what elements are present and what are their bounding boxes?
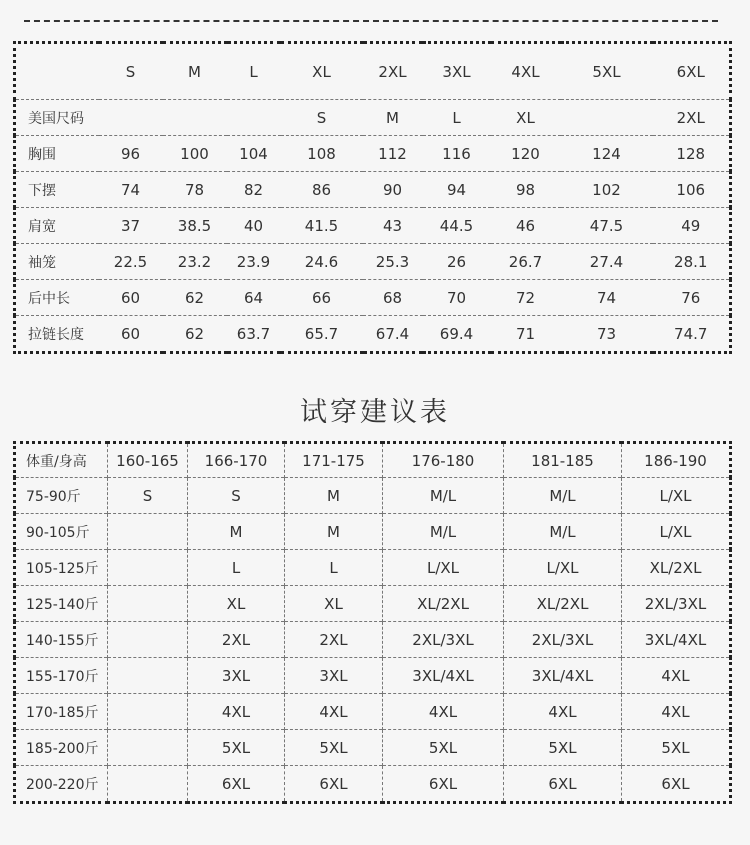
fit-cell: 3XL xyxy=(285,658,383,694)
fit-cell: 6XL xyxy=(504,766,622,803)
fit-cell xyxy=(108,766,188,803)
fit-cell: 5XL xyxy=(383,730,504,766)
size-row xyxy=(15,316,731,353)
fit-cell: XL/2XL xyxy=(504,586,622,622)
size-row-label: 美国尺码 xyxy=(15,100,99,136)
fit-weight-label: 75-90斤 xyxy=(15,478,108,514)
size-row xyxy=(15,280,731,316)
size-cell: 60 xyxy=(99,280,163,316)
size-cell: 90 xyxy=(363,172,423,208)
size-column-header: 4XL xyxy=(511,62,540,81)
fit-height-header: 160-165 xyxy=(108,443,188,478)
fit-cell: 4XL xyxy=(383,694,504,730)
fit-cell: 6XL xyxy=(285,766,383,803)
fit-cell: XL/2XL xyxy=(383,586,504,622)
fit-height-header: 181-185 xyxy=(504,443,622,478)
fit-cell: 3XL/4XL xyxy=(504,658,622,694)
fit-weight-label: 185-200斤 xyxy=(15,730,108,766)
fit-cell: 6XL xyxy=(188,766,285,803)
size-column-header: 5XL xyxy=(592,62,621,81)
fit-row xyxy=(15,622,731,658)
size-row-label: 拉链长度 xyxy=(15,316,99,353)
size-cell: 26 xyxy=(423,244,491,280)
size-row-label: 后中长 xyxy=(15,280,99,316)
size-cell: 65.7 xyxy=(281,316,363,353)
size-cell: 67.4 xyxy=(363,316,423,353)
size-row xyxy=(15,136,731,172)
size-cell: 23.9 xyxy=(227,244,281,280)
fit-cell: M/L xyxy=(383,478,504,514)
size-cell: 60 xyxy=(99,316,163,353)
size-column-header: S xyxy=(125,62,136,81)
size-cell: 62 xyxy=(163,280,227,316)
size-row xyxy=(15,172,731,208)
size-cell xyxy=(163,100,227,136)
fit-row xyxy=(15,478,731,514)
fit-suggestion-table xyxy=(13,441,732,804)
size-cell: 96 xyxy=(99,136,163,172)
size-header-blank xyxy=(15,43,99,100)
fit-cell xyxy=(108,694,188,730)
fit-cell: S xyxy=(188,478,285,514)
size-cell: 23.2 xyxy=(163,244,227,280)
size-cell: 24.6 xyxy=(281,244,363,280)
fit-cell: 5XL xyxy=(504,730,622,766)
size-cell: 72 xyxy=(491,280,561,316)
size-cell: 120 xyxy=(491,136,561,172)
fit-height-header: 166-170 xyxy=(188,443,285,478)
fit-cell: 3XL/4XL xyxy=(383,658,504,694)
fit-cell: 2XL/3XL xyxy=(383,622,504,658)
size-row-label: 胸围 xyxy=(15,136,99,172)
size-cell: 74 xyxy=(561,280,653,316)
size-cell: 104 xyxy=(227,136,281,172)
size-cell: 2XL xyxy=(653,100,731,136)
size-cell: 69.4 xyxy=(423,316,491,353)
size-column-header: L xyxy=(249,62,258,81)
size-cell: XL xyxy=(491,100,561,136)
size-cell: 116 xyxy=(423,136,491,172)
fit-cell: 2XL/3XL xyxy=(622,586,731,622)
fit-cell: 2XL xyxy=(285,622,383,658)
size-cell: 40 xyxy=(227,208,281,244)
fit-cell xyxy=(108,514,188,550)
size-cell: 43 xyxy=(363,208,423,244)
fit-cell xyxy=(108,622,188,658)
size-header-row xyxy=(15,43,731,100)
size-cell: 106 xyxy=(653,172,731,208)
size-row-label: 肩宽 xyxy=(15,208,99,244)
fit-cell: 2XL xyxy=(188,622,285,658)
fit-height-header: 171-175 xyxy=(285,443,383,478)
size-column-header: 2XL xyxy=(378,62,407,81)
size-cell: 47.5 xyxy=(561,208,653,244)
fit-cell: M xyxy=(285,514,383,550)
fit-cell: M/L xyxy=(504,514,622,550)
fit-cell: M xyxy=(285,478,383,514)
fit-row xyxy=(15,730,731,766)
fit-cell: 5XL xyxy=(622,730,731,766)
fit-suggestion-title: 试穿建议表 xyxy=(300,397,450,428)
size-row xyxy=(15,208,731,244)
size-cell: 70 xyxy=(423,280,491,316)
fit-weight-label: 170-185斤 xyxy=(15,694,108,730)
fit-cell: L xyxy=(188,550,285,586)
size-cell xyxy=(561,100,653,136)
size-cell: 124 xyxy=(561,136,653,172)
fit-height-header: 186-190 xyxy=(622,443,731,478)
fit-cell: XL xyxy=(285,586,383,622)
fit-cell: 4XL xyxy=(285,694,383,730)
size-cell: 98 xyxy=(491,172,561,208)
size-row-label: 下摆 xyxy=(15,172,99,208)
fit-cell: L/XL xyxy=(622,514,731,550)
size-cell: 94 xyxy=(423,172,491,208)
size-chart-table xyxy=(13,41,732,354)
fit-cell xyxy=(108,658,188,694)
fit-header-row xyxy=(15,443,731,478)
size-cell: 62 xyxy=(163,316,227,353)
size-cell: 102 xyxy=(561,172,653,208)
size-row-label: 袖笼 xyxy=(15,244,99,280)
fit-cell: 6XL xyxy=(383,766,504,803)
fit-height-header: 176-180 xyxy=(383,443,504,478)
size-cell: L xyxy=(423,100,491,136)
size-row xyxy=(15,244,731,280)
size-cell: 128 xyxy=(653,136,731,172)
size-cell: 37 xyxy=(99,208,163,244)
size-column-header: 6XL xyxy=(676,62,705,81)
size-cell: 25.3 xyxy=(363,244,423,280)
size-cell: 63.7 xyxy=(227,316,281,353)
size-cell: 27.4 xyxy=(561,244,653,280)
fit-weight-label: 155-170斤 xyxy=(15,658,108,694)
fit-row xyxy=(15,586,731,622)
fit-weight-label: 105-125斤 xyxy=(15,550,108,586)
size-cell: 82 xyxy=(227,172,281,208)
fit-cell: 2XL/3XL xyxy=(504,622,622,658)
size-cell: 64 xyxy=(227,280,281,316)
size-cell: 66 xyxy=(281,280,363,316)
size-cell: 74 xyxy=(99,172,163,208)
fit-cell: 6XL xyxy=(622,766,731,803)
fit-cell: L xyxy=(285,550,383,586)
fit-row xyxy=(15,766,731,803)
size-cell: 38.5 xyxy=(163,208,227,244)
size-column-header: XL xyxy=(312,62,331,81)
fit-cell: M/L xyxy=(504,478,622,514)
fit-cell: 3XL xyxy=(188,658,285,694)
fit-cell: M/L xyxy=(383,514,504,550)
size-cell: 26.7 xyxy=(491,244,561,280)
fit-cell xyxy=(108,586,188,622)
size-cell: 74.7 xyxy=(653,316,731,353)
fit-weight-label: 125-140斤 xyxy=(15,586,108,622)
size-cell: 71 xyxy=(491,316,561,353)
fit-weight-label: 90-105斤 xyxy=(15,514,108,550)
fit-corner-label: 体重/身高 xyxy=(26,453,87,470)
size-cell: 100 xyxy=(163,136,227,172)
fit-row xyxy=(15,694,731,730)
fit-cell: L/XL xyxy=(383,550,504,586)
fit-cell: S xyxy=(108,478,188,514)
size-cell: 22.5 xyxy=(99,244,163,280)
size-cell: 44.5 xyxy=(423,208,491,244)
fit-row xyxy=(15,550,731,586)
fit-row xyxy=(15,514,731,550)
fit-cell: L/XL xyxy=(504,550,622,586)
size-cell: 108 xyxy=(281,136,363,172)
size-cell: 46 xyxy=(491,208,561,244)
size-row xyxy=(15,100,731,136)
size-cell xyxy=(227,100,281,136)
size-cell: 28.1 xyxy=(653,244,731,280)
size-cell: S xyxy=(281,100,363,136)
fit-cell: M xyxy=(188,514,285,550)
fit-cell: XL/2XL xyxy=(622,550,731,586)
top-dashed-divider xyxy=(24,20,718,22)
size-cell: 78 xyxy=(163,172,227,208)
size-cell: 68 xyxy=(363,280,423,316)
size-cell: 41.5 xyxy=(281,208,363,244)
size-cell: 86 xyxy=(281,172,363,208)
size-column-header: M xyxy=(188,62,201,81)
fit-cell: L/XL xyxy=(622,478,731,514)
fit-cell: XL xyxy=(188,586,285,622)
fit-cell: 4XL xyxy=(188,694,285,730)
fit-cell xyxy=(108,730,188,766)
fit-cell xyxy=(108,550,188,586)
fit-weight-label: 200-220斤 xyxy=(15,766,108,803)
size-column-header: 3XL xyxy=(442,62,471,81)
fit-cell: 4XL xyxy=(622,694,731,730)
size-cell: 49 xyxy=(653,208,731,244)
fit-cell: 4XL xyxy=(622,658,731,694)
size-cell xyxy=(99,100,163,136)
size-cell: 73 xyxy=(561,316,653,353)
fit-cell: 4XL xyxy=(504,694,622,730)
fit-row xyxy=(15,658,731,694)
fit-cell: 5XL xyxy=(285,730,383,766)
fit-weight-label: 140-155斤 xyxy=(15,622,108,658)
size-cell: 112 xyxy=(363,136,423,172)
size-cell: M xyxy=(363,100,423,136)
fit-cell: 3XL/4XL xyxy=(622,622,731,658)
fit-cell: 5XL xyxy=(188,730,285,766)
size-cell: 76 xyxy=(653,280,731,316)
